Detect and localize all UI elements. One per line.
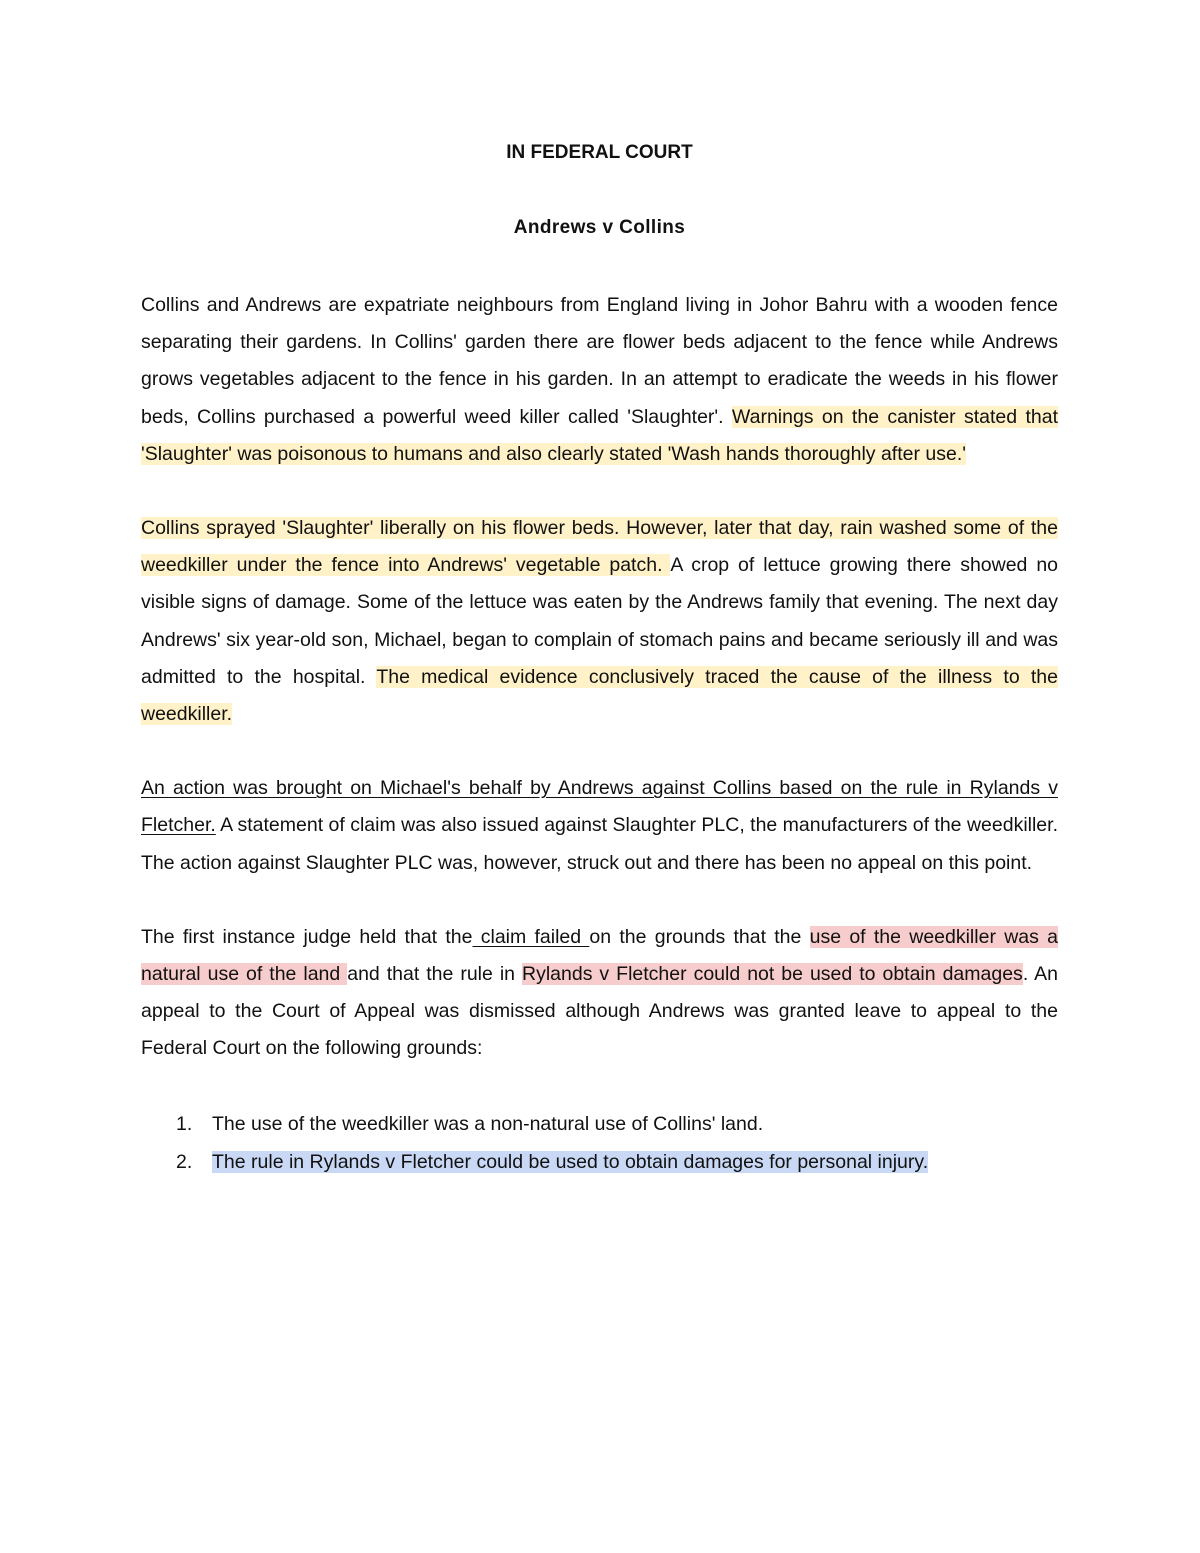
highlight-natural-use: use of the weedkiller was a natural use of the land [141,925,1058,986]
underlined-action-text: An action was brought on Michael's behalf by Andrews against Collins based on the rule in Rylands v Fletcher. [141,777,1058,837]
paragraph-incident [141,510,1058,733]
judgment-text-3: and that the rule in [347,963,522,986]
list-item-number: 2. [176,1150,193,1173]
underlined-claim-failed: claim failed [472,925,590,948]
highlight-spray-text: Collins sprayed 'Slaughter' liberally on his flower beds. However, later that day, rain washed some of the weedkiller under the fence into Andrews' vegetable patch. [141,517,1058,577]
action-text: A statement of claim was also issued against Slaughter PLC, the manufacturers of the weedkiller. The action against Slaughter PLC was, however, struck out and there has been no appeal on this point. [141,814,1058,874]
list-item-text: The use of the weedkiller was a non-natural use of Collins' land. [212,1112,764,1135]
highlight-warning-text: Warnings on the canister stated that 'Slaughter' was poisonous to humans and also clearly stated 'Wash hands thoroughly after use.' [141,405,1058,465]
document-title: IN FEDERAL COURT [506,142,693,163]
highlight-rylands-damages: Rylands v Fletcher could not be used to obtain damages [522,963,1023,986]
case-name: Andrews v Collins [513,217,686,238]
list-item-number: 1. [176,1112,193,1135]
list-item [141,1105,1058,1143]
judgment-text-2: on the grounds that the [589,925,810,948]
paragraph-facts [141,287,1058,473]
document-page [141,138,1058,1181]
judgment-text-1: The first instance judge held that the [141,925,473,948]
judgment-text-4: . An appeal to the Court of Appeal was dismissed although Andrews was granted leave to appeal to the Federal Court on the following grounds: [141,963,1058,1060]
facts-text: Collins and Andrews are expatriate neighbours from England living in Johor Bahru with a wooden fence separating their gardens. In Collins' garden there are flower beds adjacent to the fence while Andrews grows vegetables adjacent to the fence in his garden. In an attempt to eradicate the weeds in his flower beds, Collins purchased a powerful weed killer called 'Slaughter'. [141,294,1058,428]
highlight-ground-2-text: The rule in Rylands v Fletcher could be used to obtain damages for personal injury. [212,1150,929,1173]
paragraph-judgment [141,919,1058,1068]
highlight-medical-evidence: The medical evidence conclusively traced the cause of the illness to the weedkiller. [141,665,1058,726]
list-item [141,1143,1058,1181]
grounds-list [141,1105,1058,1181]
incident-text: A crop of lettuce growing there showed no visible signs of damage. Some of the lettuce was eaten by the Andrews family that evening. The next day Andrews' six year-old son, Michael, began to complain of stomach pains and became seriously ill and was admitted to the hospital. [141,554,1059,688]
paragraph-action [141,770,1058,882]
